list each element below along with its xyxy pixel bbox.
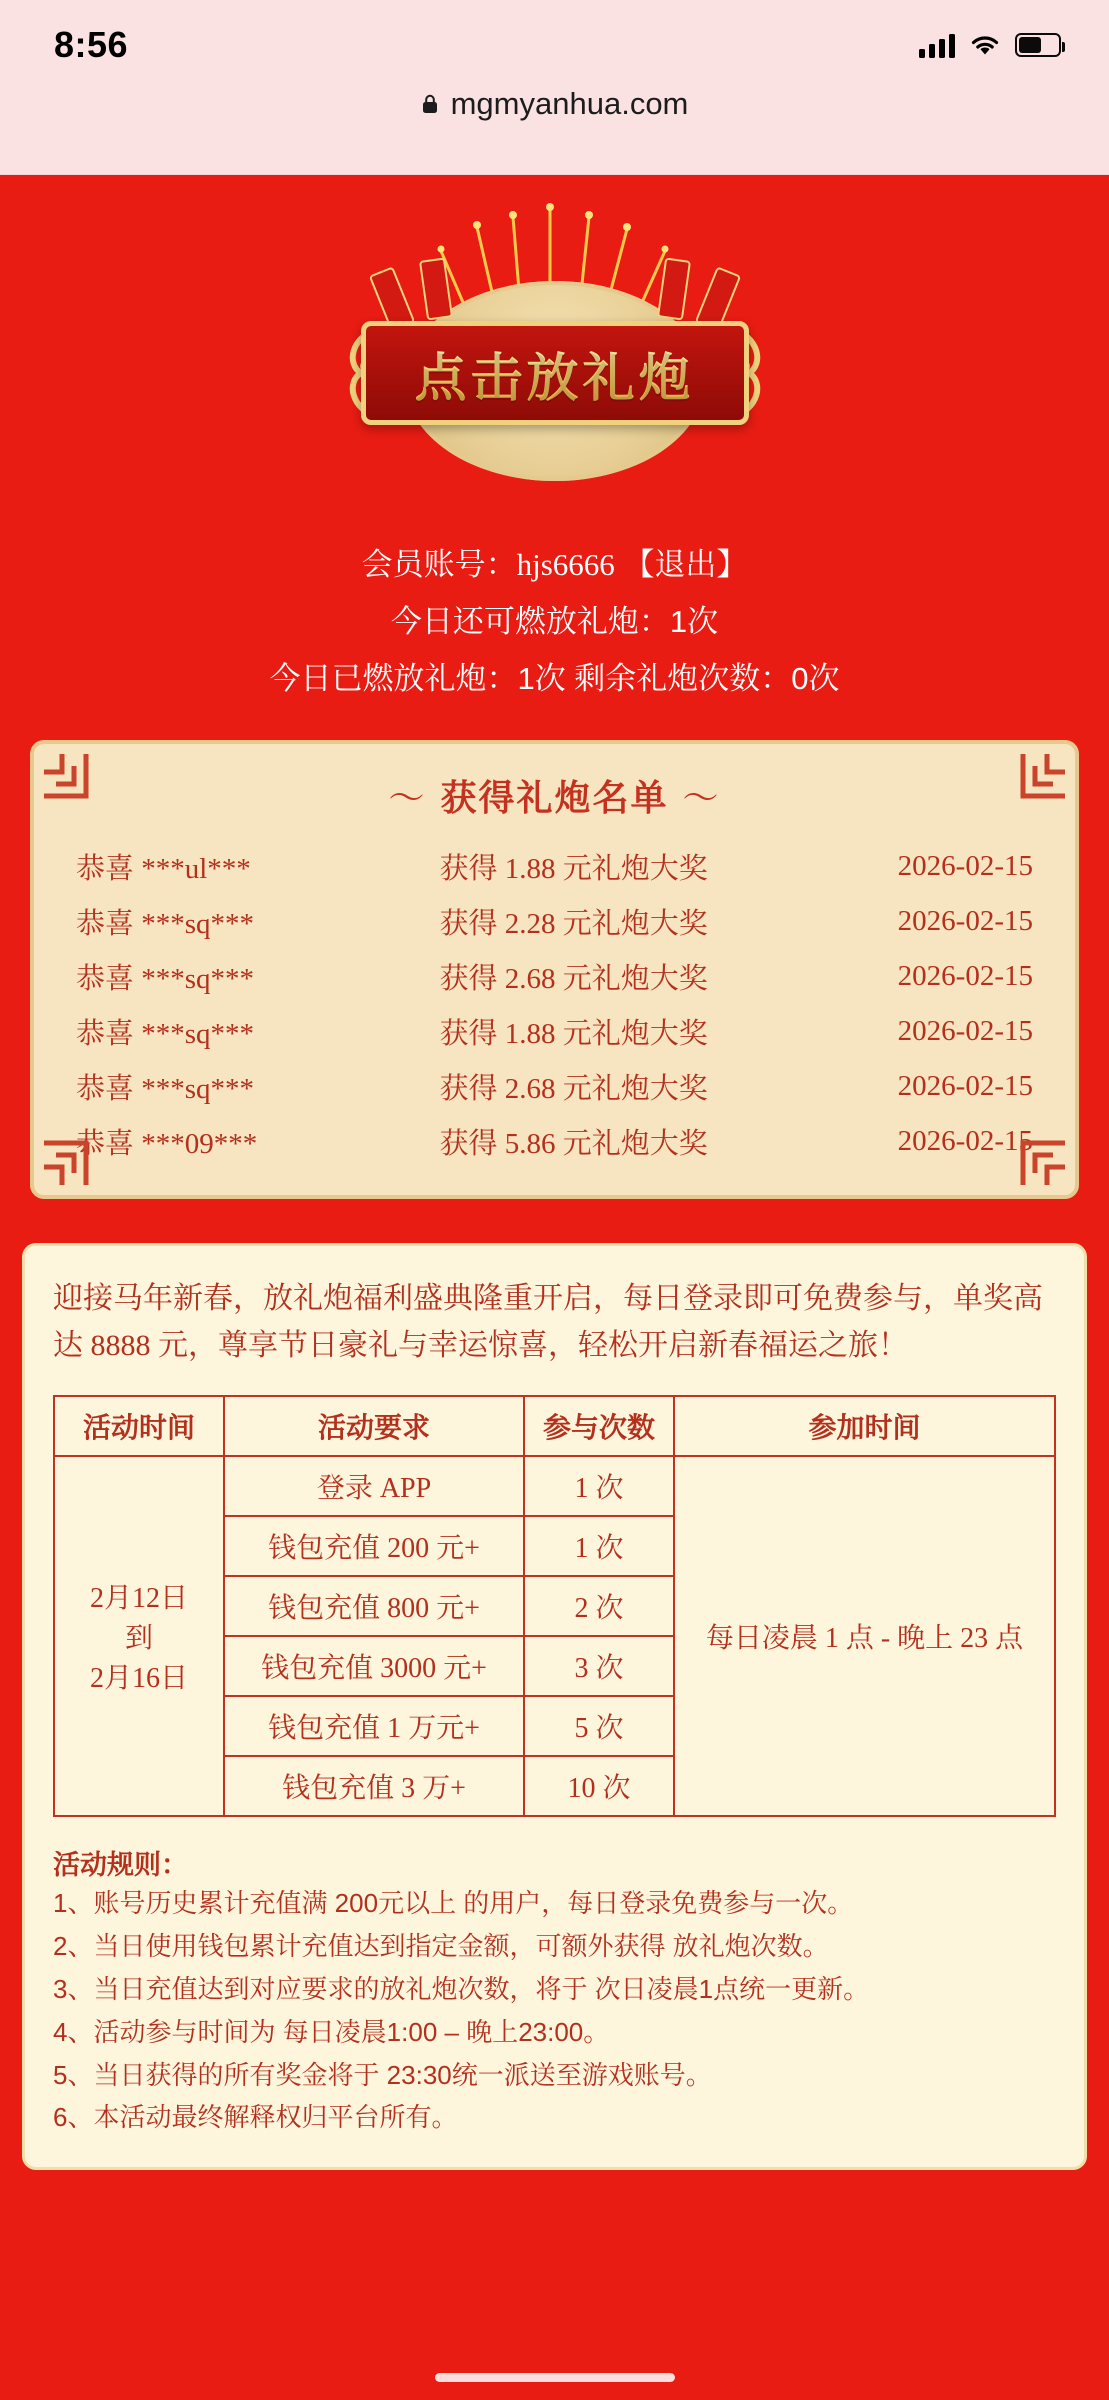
requirement-cell: 钱包充值 3000 元+ <box>224 1636 524 1696</box>
status-icons <box>919 32 1061 58</box>
winner-user: 恭喜 ***sq*** <box>76 1018 255 1050</box>
lock-icon <box>421 93 439 115</box>
remaining-shots-line: 今日还可燃放礼炮：1次 <box>390 604 719 639</box>
winner-date: 2026-02-15 <box>897 1015 1033 1047</box>
rule-item: 6、本活动最终解释权归平台所有。 <box>53 2102 458 2133</box>
count-cell: 1 次 <box>524 1456 674 1516</box>
col-header-count: 参与次数 <box>524 1396 674 1456</box>
member-account-value: hjs6666 <box>516 547 615 582</box>
winner-date: 2026-02-15 <box>897 1125 1033 1157</box>
col-header-requirement: 活动要求 <box>224 1396 524 1456</box>
rule-item: 1、账号历史累计充值满 200元以上 的用户，每日登录免费参与一次。 <box>53 1888 854 1918</box>
table-row <box>64 1114 1045 1169</box>
requirement-cell: 钱包充值 3 万+ <box>224 1756 524 1816</box>
col-header-period: 活动时间 <box>54 1396 224 1456</box>
used-shots-line: 今日已燃放礼炮：1次 剩余礼炮次数：0次 <box>269 661 840 696</box>
corner-ornament-br <box>1013 1133 1069 1189</box>
count-cell: 3 次 <box>524 1636 674 1696</box>
winners-title <box>64 770 1045 821</box>
period-line-2: 到 <box>124 1623 153 1654</box>
fire-cannon-button-plate[interactable] <box>361 321 749 425</box>
winner-prize: 获得 2.68 元礼炮大奖 <box>439 963 708 995</box>
requirement-cell: 登录 APP <box>224 1456 524 1516</box>
corner-ornament-bl <box>40 1133 96 1189</box>
table-header-row <box>54 1396 1055 1456</box>
winner-user: 恭喜 ***sq*** <box>76 908 255 940</box>
table-row <box>64 1004 1045 1059</box>
member-account-line <box>0 549 1109 580</box>
winner-prize: 获得 1.88 元礼炮大奖 <box>439 1018 708 1050</box>
table-row <box>54 1456 1055 1516</box>
corner-ornament-tl <box>40 750 96 806</box>
count-cell: 2 次 <box>524 1576 674 1636</box>
winner-date: 2026-02-15 <box>897 850 1033 882</box>
period-line-3: 2月16日 <box>89 1663 188 1694</box>
activity-period-cell <box>54 1456 224 1816</box>
winner-prize: 获得 2.28 元礼炮大奖 <box>439 908 708 940</box>
winner-prize: 获得 2.68 元礼炮大奖 <box>439 1073 708 1105</box>
battery-icon <box>1015 33 1061 57</box>
period-line-1: 2月12日 <box>89 1583 188 1614</box>
table-row <box>64 894 1045 949</box>
rule-item: 2、当日使用钱包累计充值达到指定金额，可额外获得 放礼炮次数。 <box>53 1930 829 1961</box>
status-bar <box>0 0 1109 68</box>
winner-user: 恭喜 ***09*** <box>76 1128 258 1160</box>
rule-item: 3、当日充值达到对应要求的放礼炮次数，将于 次日凌晨1点统一更新。 <box>53 1973 870 2004</box>
requirement-cell: 钱包充值 1 万元+ <box>224 1696 524 1756</box>
wifi-icon <box>969 32 1001 58</box>
table-row <box>64 949 1045 1004</box>
rule-item: 4、活动参与时间为 每日凌晨1:00 – 晚上23:00。 <box>53 2016 610 2047</box>
swirl-left-icon: ～ <box>388 778 427 818</box>
promo-page <box>0 175 1109 2400</box>
requirement-cell: 钱包充值 800 元+ <box>224 1576 524 1636</box>
col-header-join-time: 参加时间 <box>674 1396 1055 1456</box>
table-row <box>64 839 1045 894</box>
cellular-signal-icon <box>919 32 955 58</box>
winner-date: 2026-02-15 <box>897 1070 1033 1102</box>
table-row <box>64 1059 1045 1114</box>
hero-section <box>0 175 1109 503</box>
winner-date: 2026-02-15 <box>897 905 1033 937</box>
address-bar[interactable] <box>0 74 1109 134</box>
winner-prize: 获得 1.88 元礼炮大奖 <box>439 853 708 885</box>
activity-table <box>53 1395 1056 1817</box>
promo-rules-card <box>22 1243 1087 2170</box>
winner-user: 恭喜 ***ul*** <box>76 853 251 885</box>
member-account-label: 会员账号： <box>361 547 517 582</box>
winners-title-text: 获得礼炮名单 <box>440 778 669 818</box>
winners-card <box>30 740 1079 1199</box>
count-cell: 1 次 <box>524 1516 674 1576</box>
winners-list <box>64 839 1045 1169</box>
url-text: mgmyanhua.com <box>450 86 689 121</box>
winner-user: 恭喜 ***sq*** <box>76 963 255 995</box>
status-time: 8:56 <box>54 24 129 65</box>
fire-cannon-button-label: 点击放礼炮 <box>414 336 694 411</box>
swirl-right-icon: ～ <box>682 778 721 818</box>
winner-prize: 获得 5.86 元礼炮大奖 <box>439 1128 708 1160</box>
browser-chrome <box>0 0 1109 175</box>
home-indicator[interactable] <box>435 2373 675 2382</box>
rules-title: 活动规则： <box>53 1850 188 1880</box>
rule-item: 5、当日获得的所有奖金将于 23:30统一派送至游戏账号。 <box>53 2059 712 2090</box>
promo-intro-text: 迎接马年新春，放礼炮福利盛典隆重开启，每日登录即可免费参与，单奖高达 8888 元，尊享节日豪礼与幸运惊喜，轻松开启新春福运之旅！ <box>53 1282 1043 1362</box>
corner-ornament-tr <box>1013 750 1069 806</box>
winner-user: 恭喜 ***sq*** <box>76 1073 255 1105</box>
winner-date: 2026-02-15 <box>897 960 1033 992</box>
requirement-cell: 钱包充值 200 元+ <box>224 1516 524 1576</box>
count-cell: 5 次 <box>524 1696 674 1756</box>
member-info <box>0 549 1109 694</box>
fire-cannon-button[interactable] <box>345 253 765 503</box>
logout-button[interactable]: 【退出】 <box>623 547 748 582</box>
join-time-cell: 每日凌晨 1 点 - 晚上 23 点 <box>674 1456 1055 1816</box>
count-cell: 10 次 <box>524 1756 674 1816</box>
